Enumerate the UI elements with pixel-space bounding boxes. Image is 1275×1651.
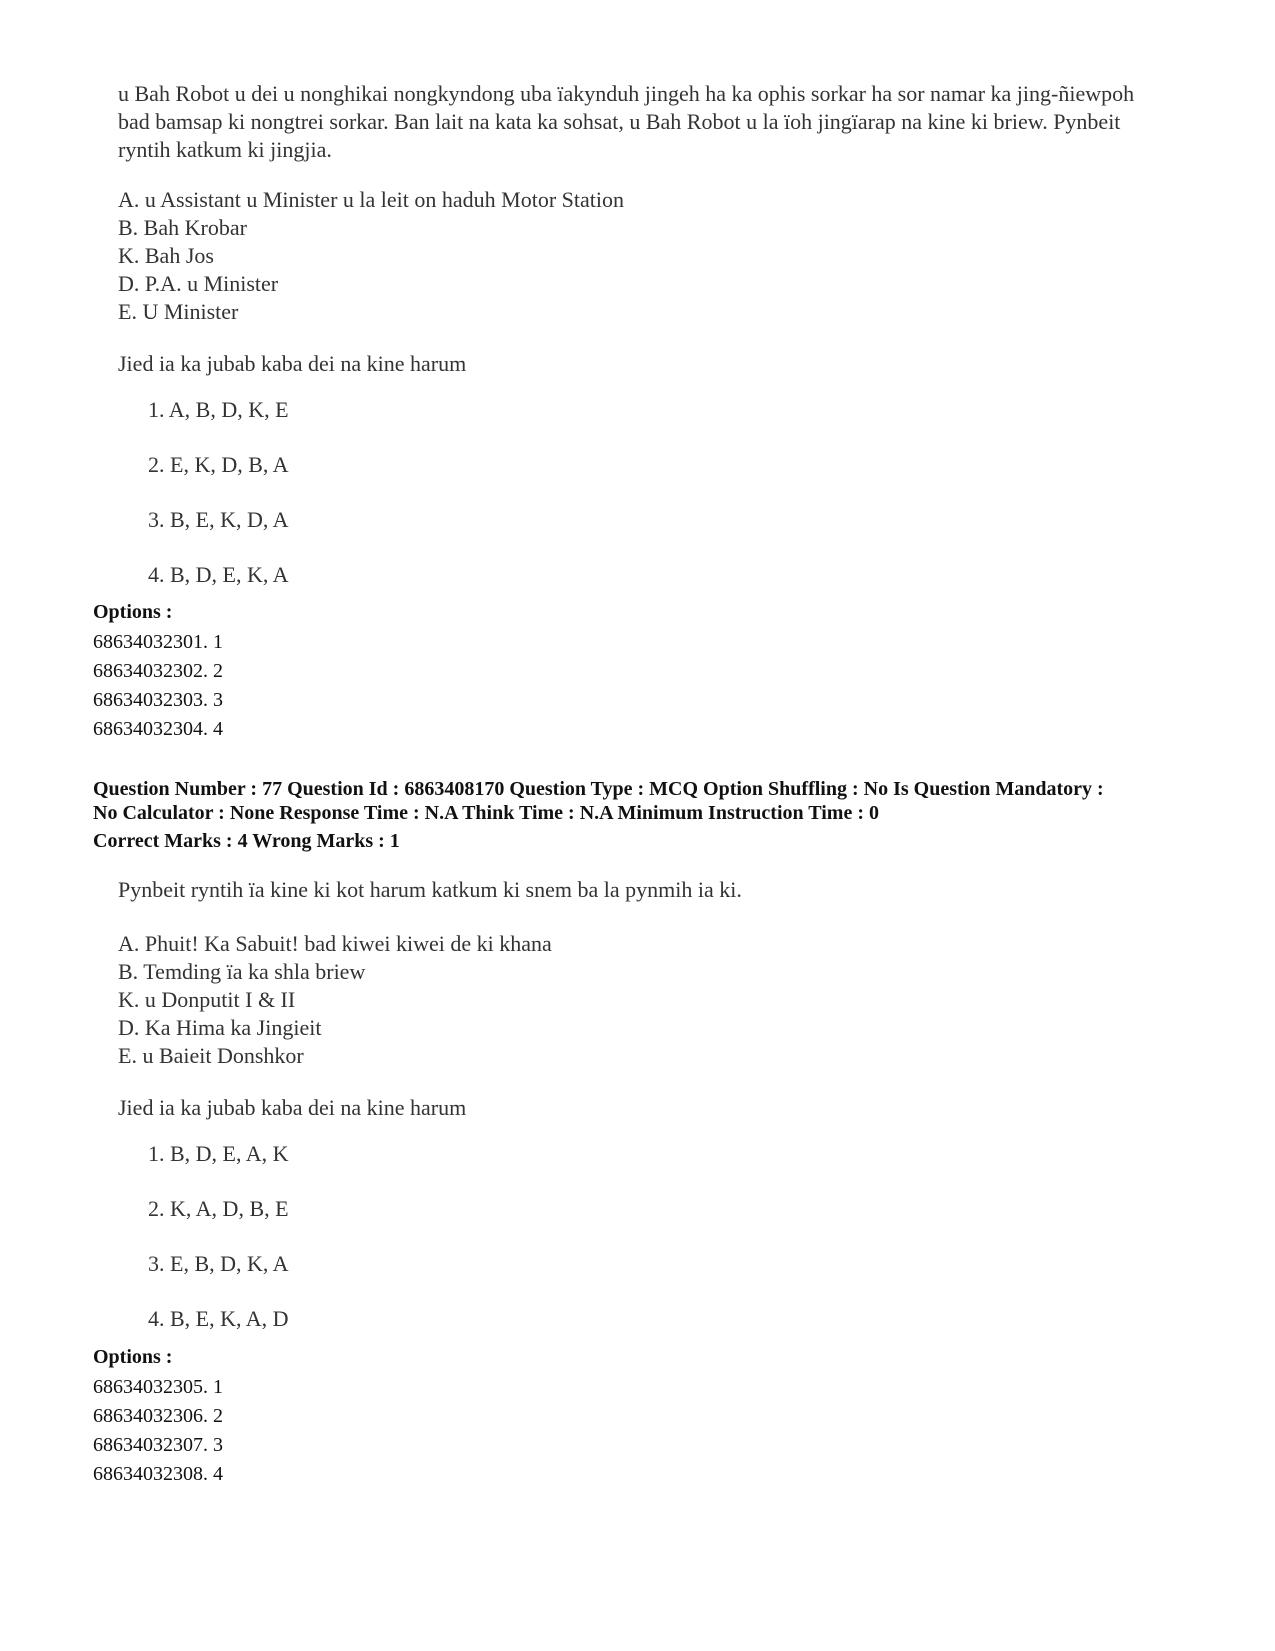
answer-choice: 2. E, K, D, B, A bbox=[148, 452, 289, 477]
answer-choice: 3. E, B, D, K, A bbox=[148, 1251, 289, 1276]
answer-choice: 4. B, E, K, A, D bbox=[148, 1306, 289, 1331]
question-2-options bbox=[93, 1345, 1213, 1489]
question-2-body bbox=[118, 876, 1168, 1360]
list-item: B. Bah Krobar bbox=[118, 215, 247, 240]
question-1-body bbox=[118, 80, 1168, 616]
option-row: 68634032303. 3 bbox=[93, 689, 223, 711]
list-item: E. U Minister bbox=[118, 299, 239, 324]
option-row: 68634032306. 2 bbox=[93, 1405, 223, 1427]
question-meta-line: Question Number : 77 Question Id : 6863408170 Question Type : MCQ Option Shuffling : No Is Question Mandatory : bbox=[93, 778, 1104, 800]
option-row: 68634032302. 2 bbox=[93, 660, 223, 682]
option-row: 68634032307. 3 bbox=[93, 1434, 223, 1456]
answer-choice: 1. B, D, E, A, K bbox=[148, 1141, 289, 1166]
options-label: Options : bbox=[93, 601, 173, 623]
question-1-options bbox=[93, 600, 1213, 744]
option-row: 68634032305. 1 bbox=[93, 1376, 223, 1398]
question-meta-line: No Calculator : None Response Time : N.A Think Time : N.A Minimum Instruction Time : 0 bbox=[93, 802, 879, 824]
marks-line: Correct Marks : 4 Wrong Marks : 1 bbox=[93, 830, 400, 852]
option-row: 68634032301. 1 bbox=[93, 631, 223, 653]
answer-choice: 1. A, B, D, K, E bbox=[148, 397, 289, 422]
option-row: 68634032304. 4 bbox=[93, 718, 223, 740]
list-item: K. Bah Jos bbox=[118, 243, 214, 268]
answer-prompt: Jied ia ka jubab kaba dei na kine harum bbox=[118, 351, 467, 376]
question-2-meta bbox=[93, 777, 1213, 853]
answer-choice: 3. B, E, K, D, A bbox=[148, 507, 289, 532]
answer-choices bbox=[148, 396, 1168, 589]
list-item: B. Temding ïa ka shla briew bbox=[118, 959, 366, 984]
list-item: K. u Donputit I & II bbox=[118, 987, 296, 1012]
options-label: Options : bbox=[93, 1346, 173, 1368]
answer-choice: 2. K, A, D, B, E bbox=[148, 1196, 289, 1221]
item-list bbox=[118, 186, 1168, 326]
list-item: D. P.A. u Minister bbox=[118, 271, 279, 296]
question-statement: Pynbeit ryntih ïa kine ki kot harum katkum ki snem ba la pynmih ia ki. bbox=[118, 877, 742, 902]
list-item: E. u Baieit Donshkor bbox=[118, 1043, 304, 1068]
option-row: 68634032308. 4 bbox=[93, 1463, 223, 1485]
list-item: A. Phuit! Ka Sabuit! bad kiwei kiwei de ki khana bbox=[118, 931, 552, 956]
question-statement: u Bah Robot u dei u nonghikai nongkyndong uba ïakynduh jingeh ha ka ophis sorkar ha sor namar ka jing-ñiewpoh bad bamsap ki nongtrei sorkar. Ban lait na kata ka sohsat, u Bah Robot u la ïoh jingïarap na kine ki briew. Pynbeit ryntih katkum ki jingjia. bbox=[118, 81, 1135, 162]
answer-choices bbox=[148, 1140, 1168, 1333]
answer-prompt: Jied ia ka jubab kaba dei na kine harum bbox=[118, 1095, 467, 1120]
list-item: D. Ka Hima ka Jingieit bbox=[118, 1015, 322, 1040]
answer-choice: 4. B, D, E, K, A bbox=[148, 562, 289, 587]
item-list bbox=[118, 930, 1168, 1070]
list-item: A. u Assistant u Minister u la leit on haduh Motor Station bbox=[118, 187, 624, 212]
